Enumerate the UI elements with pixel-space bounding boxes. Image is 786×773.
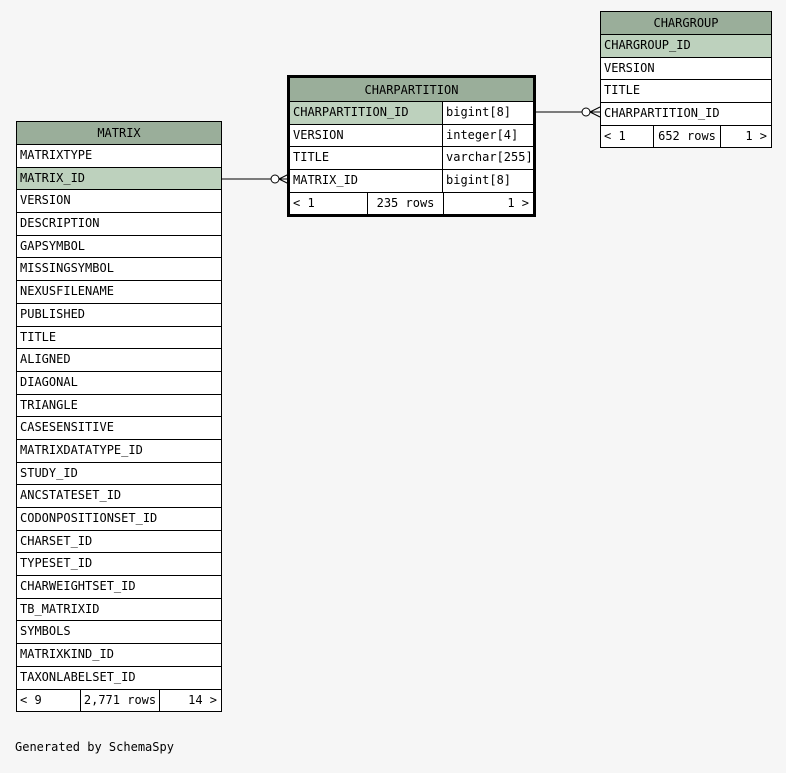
column-name: MATRIXDATATYPE_ID (20, 442, 143, 457)
chargroup-table-footer (601, 126, 771, 147)
column-name: ANCSTATESET_ID (20, 488, 122, 503)
column-row[interactable] (601, 103, 771, 126)
column-row[interactable] (17, 576, 221, 599)
column-name: DIAGONAL (20, 374, 78, 389)
parent-count: < 1 (293, 195, 315, 210)
row-count: 652 rows (653, 126, 720, 147)
column-name: CASESENSITIVE (20, 420, 114, 435)
parent-count: < 1 (604, 128, 626, 143)
generated-by-text: Generated by SchemaSpy (15, 740, 174, 754)
child-count: 1 > (443, 193, 533, 214)
column-row[interactable] (17, 327, 221, 350)
column-row[interactable] (17, 644, 221, 667)
zero-many-circle (582, 108, 590, 116)
row-count: 2,771 rows (80, 690, 159, 711)
column-name: NEXUSFILENAME (20, 284, 114, 299)
column-row[interactable] (17, 349, 221, 372)
column-type: integer[4] (442, 125, 533, 147)
column-name: MATRIX_ID (20, 170, 86, 185)
parent-count: < 9 (20, 692, 42, 707)
column-row[interactable] (290, 170, 533, 193)
column-name: MATRIXKIND_ID (20, 647, 114, 662)
column-name: CHARPARTITION_ID (290, 102, 442, 124)
column-row[interactable] (290, 102, 533, 125)
column-row[interactable] (17, 372, 221, 395)
column-name: PUBLISHED (20, 306, 86, 321)
child-count: 1 > (720, 126, 771, 147)
column-type: bigint[8] (442, 170, 533, 192)
column-name: ALIGNED (20, 352, 71, 367)
column-name: SYMBOLS (20, 624, 71, 639)
column-row[interactable] (17, 553, 221, 576)
column-name: TRIANGLE (20, 397, 78, 412)
column-name: CHARWEIGHTSET_ID (20, 579, 136, 594)
charpartition-table-footer (290, 193, 533, 214)
row-count: 235 rows (367, 193, 443, 214)
column-name: TAXONLABELSET_ID (20, 669, 136, 684)
chargroup-table-header[interactable]: CHARGROUP (601, 12, 771, 35)
column-row[interactable] (601, 35, 771, 58)
column-row[interactable] (17, 236, 221, 259)
child-count: 14 > (159, 690, 221, 711)
column-name: GAPSYMBOL (20, 238, 86, 253)
column-name: TITLE (293, 150, 330, 165)
column-row[interactable] (17, 463, 221, 486)
chargroup-table[interactable] (600, 11, 772, 148)
column-row[interactable] (17, 304, 221, 327)
column-type: varchar[255] (442, 147, 533, 169)
column-row[interactable] (17, 168, 221, 191)
column-row[interactable] (17, 395, 221, 418)
column-name: CODONPOSITIONSET_ID (20, 511, 158, 525)
column-row[interactable] (601, 58, 771, 81)
column-name: CHARSET_ID (20, 533, 93, 548)
column-name: TB_MATRIXID (20, 601, 100, 616)
column-row[interactable] (17, 621, 221, 644)
column-name: MISSINGSYMBOL (20, 261, 114, 276)
column-name: DESCRIPTION (20, 216, 100, 231)
column-row[interactable] (17, 667, 221, 690)
column-name: VERSION (293, 127, 344, 142)
charpartition-table[interactable] (287, 75, 536, 217)
column-name: TYPESET_ID (20, 556, 93, 571)
column-name: VERSION (604, 60, 655, 75)
column-row[interactable] (17, 440, 221, 463)
matrix-table-header[interactable]: MATRIX (17, 122, 221, 145)
column-row[interactable] (17, 485, 221, 508)
column-name: TITLE (20, 329, 57, 344)
column-row[interactable] (17, 417, 221, 440)
column-name: MATRIXTYPE (20, 148, 93, 162)
column-row[interactable] (17, 190, 221, 213)
column-row[interactable] (601, 80, 771, 103)
column-row[interactable] (290, 125, 533, 148)
column-name: CHARGROUP_ID (604, 38, 691, 52)
matrix-table[interactable] (16, 121, 222, 712)
column-type: bigint[8] (442, 102, 533, 124)
column-row[interactable] (17, 531, 221, 554)
charpartition-table-header[interactable]: CHARPARTITION (290, 78, 533, 102)
column-row[interactable] (17, 599, 221, 622)
column-row[interactable] (17, 213, 221, 236)
zero-many-circle (271, 175, 279, 183)
matrix-table-footer (17, 690, 221, 711)
column-name: VERSION (20, 193, 71, 208)
column-row[interactable] (290, 147, 533, 170)
column-row[interactable] (17, 281, 221, 304)
column-name: CHARPARTITION_ID (604, 106, 720, 121)
column-name: MATRIX_ID (293, 173, 359, 188)
column-row[interactable] (17, 258, 221, 281)
column-row[interactable] (17, 508, 221, 531)
column-name: TITLE (604, 83, 641, 98)
column-name: STUDY_ID (20, 465, 78, 480)
column-row[interactable] (17, 145, 221, 168)
